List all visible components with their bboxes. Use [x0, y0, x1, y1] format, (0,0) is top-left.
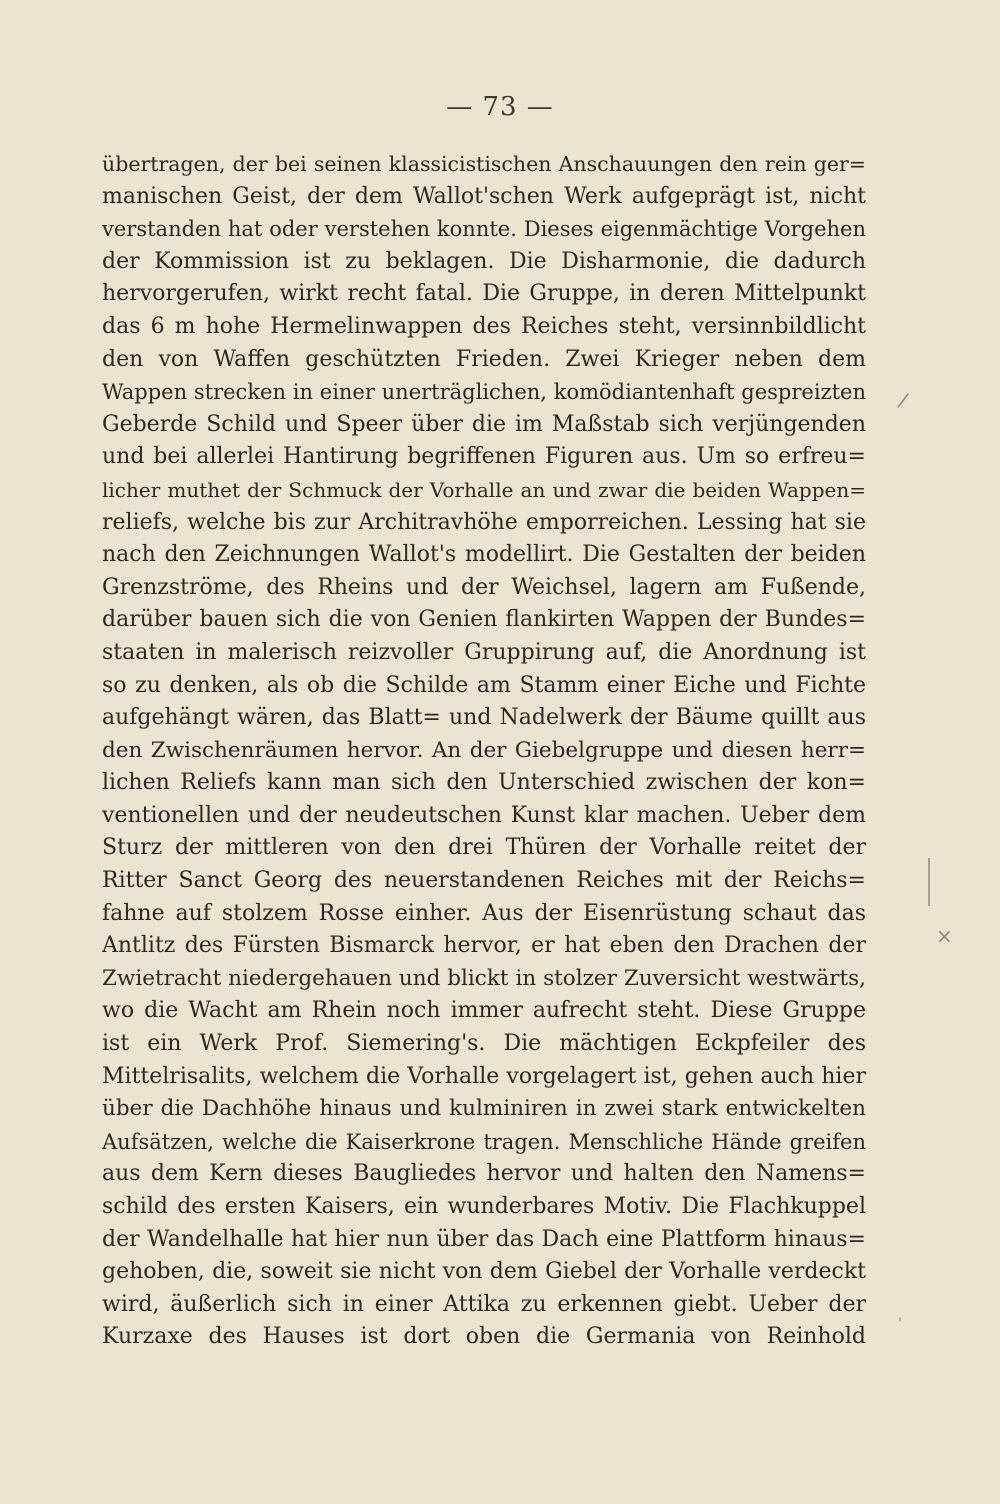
text-line: der Kommission ist zu beklagen. Die Disharmonie, die dadurch: [102, 248, 866, 274]
text-line: ist ein Werk Prof. Siemering's. Die mächtigen Eckpfeiler des: [102, 1031, 866, 1057]
text-line: fahne auf stolzem Rosse einher. Aus der Eisenrüstung schaut das: [102, 900, 866, 926]
text-line: wird, äußerlich sich in einer Attika zu erkennen giebt. Ueber der: [102, 1291, 866, 1317]
text-line: nach den Zeichnungen Wallot's modellirt. Die Gestalten der beiden: [102, 542, 866, 568]
text-line: Antlitz des Fürsten Bismarck hervor, er hat eben den Drachen der: [102, 933, 866, 959]
text-line: gehoben, die, soweit sie nicht von dem Giebel der Vorhalle verdeckt: [102, 1259, 866, 1285]
text-line: übertragen, der bei seinen klassicistischen Anschauungen den rein ger=: [102, 152, 866, 176]
text-line: manischen Geist, der dem Wallot'schen Werk aufgeprägt ist, nicht: [102, 183, 866, 209]
pencil-tick-mark: /: [896, 387, 911, 413]
text-line: Geberde Schild und Speer über die im Maßstab sich verjüngenden: [102, 411, 866, 437]
text-line: aufgehängt wären, das Blatt= und Nadelwerk der Bäume quillt aus: [102, 705, 866, 731]
text-line: und bei allerlei Hantirung begriffenen Figuren aus. Um so erfreu=: [102, 444, 866, 470]
text-line: so zu denken, als ob die Schilde am Stamm einer Eiche und Fichte: [102, 672, 866, 698]
text-line: aus dem Kern dieses Baugliedes hervor und halten den Namens=: [102, 1161, 866, 1187]
text-line: Mittelrisalits, welchem die Vorhalle vorgelagert ist, gehen auch hier: [102, 1063, 866, 1089]
text-line: licher muthet der Schmuck der Vorhalle an und zwar die beiden Wappen=: [102, 477, 866, 502]
pencil-line-mark: [928, 858, 930, 906]
text-line: der Wandelhalle hat hier nun über das Dach eine Plattform hinaus=: [102, 1226, 866, 1252]
text-line: den von Waffen geschützten Frieden. Zwei Krieger neben dem: [102, 346, 866, 372]
text-line: schild des ersten Kaisers, ein wunderbares Motiv. Die Flachkuppel: [102, 1194, 866, 1219]
text-line: Wappen strecken in einer unerträglichen, komödiantenhaft gespreizten: [102, 380, 866, 405]
pencil-cross-mark: ×: [936, 924, 953, 948]
text-line: Zwietracht niedergehauen und blickt in stolzer Zuversicht westwärts,: [102, 965, 866, 991]
text-line: Grenzströme, des Rheins und der Weichsel, lagern am Fußende,: [102, 574, 866, 600]
body-text: [102, 148, 866, 1354]
text-line: reliefs, welche bis zur Architravhöhe emporreichen. Lessing hat sie: [102, 509, 866, 535]
text-line: Aufsätzen, welche die Kaiserkrone tragen. Menschliche Hände greifen: [102, 1129, 866, 1154]
text-line: Kurzaxe des Hauses ist dort oben die Germania von Reinhold: [102, 1324, 866, 1350]
text-line: das 6 m hohe Hermelinwappen des Reiches steht, versinnbildlicht: [102, 313, 866, 339]
text-line: Ritter Sanct Georg des neuerstandenen Reiches mit der Reichs=: [102, 868, 866, 894]
text-line: hervorgerufen, wirkt recht fatal. Die Gruppe, in deren Mittelpunkt: [102, 281, 866, 307]
text-line: lichen Reliefs kann man sich den Unterschied zwischen der kon=: [102, 770, 866, 796]
text-line: den Zwischenräumen hervor. An der Giebelgruppe und diesen herr=: [102, 737, 866, 763]
text-line: ventionellen und der neudeutschen Kunst klar machen. Ueber dem: [102, 802, 866, 828]
page-number: — 73 —: [446, 92, 554, 122]
pencil-dot-mark: ': [898, 1316, 902, 1332]
text-line: darüber bauen sich die von Genien flankirten Wappen der Bundes=: [102, 607, 866, 633]
text-line: wo die Wacht am Rhein noch immer aufrecht steht. Diese Gruppe: [102, 998, 866, 1024]
text-line: Sturz der mittleren von den drei Thüren der Vorhalle reitet der: [102, 835, 866, 861]
text-line: staaten in malerisch reizvoller Gruppirung auf, die Anordnung ist: [102, 639, 866, 665]
text-line: über die Dachhöhe hinaus und kulminiren in zwei stark entwickelten: [102, 1096, 866, 1122]
text-line: verstanden hat oder verstehen konnte. Dieses eigenmächtige Vorgehen: [102, 217, 866, 242]
